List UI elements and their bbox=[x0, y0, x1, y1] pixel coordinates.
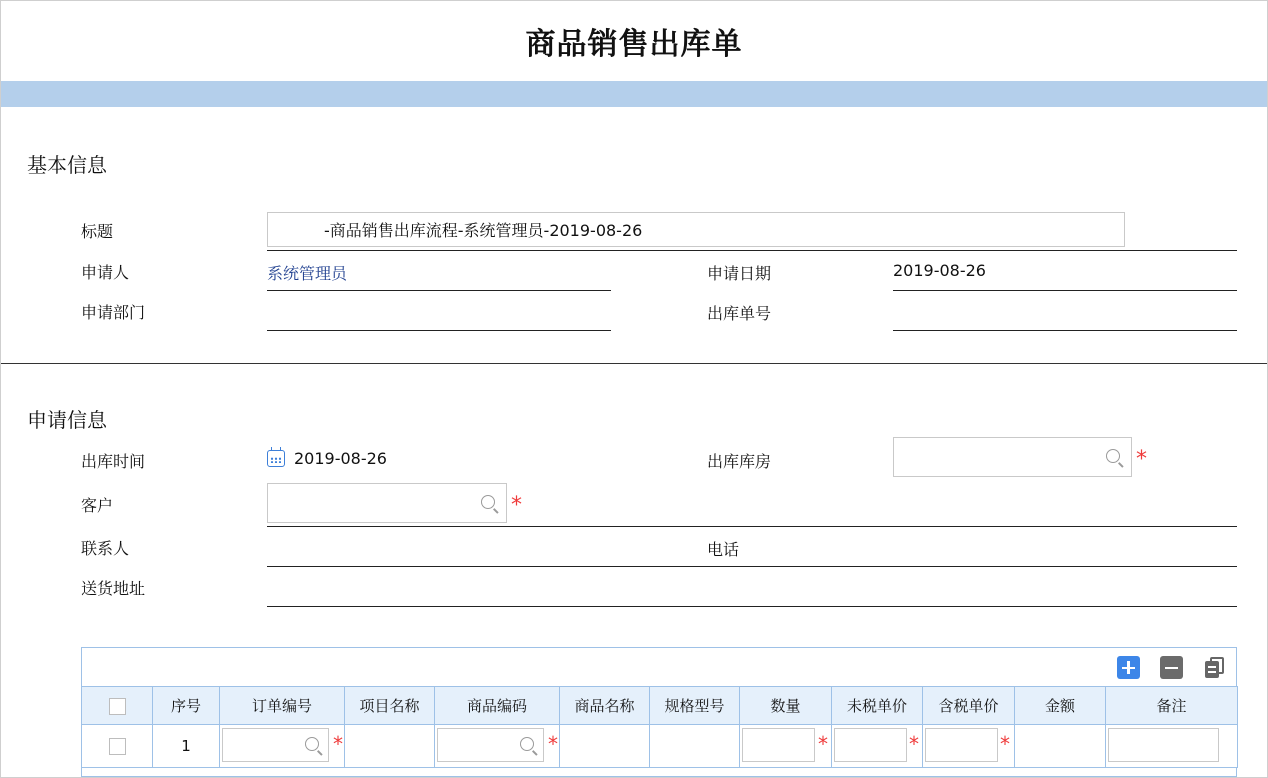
select-all-cell bbox=[82, 687, 153, 725]
untaxed-price-cell bbox=[832, 725, 923, 768]
column-header: 项目名称 bbox=[345, 687, 435, 725]
warehouse-input[interactable] bbox=[893, 437, 1132, 477]
outbound-time-value[interactable]: 2019-08-26 bbox=[294, 449, 387, 468]
outbound-no-underline bbox=[893, 330, 1237, 331]
untaxed-price-input[interactable] bbox=[834, 728, 907, 762]
address-label: 送货地址 bbox=[81, 579, 146, 598]
customer-required-mark: * bbox=[511, 493, 522, 518]
customer-input[interactable] bbox=[267, 483, 507, 523]
search-icon[interactable] bbox=[305, 737, 319, 751]
grid-toolbar bbox=[82, 648, 1236, 686]
phone-label: 电话 bbox=[707, 540, 740, 559]
apply-date-label: 申请日期 bbox=[707, 264, 772, 283]
items-grid bbox=[81, 647, 1237, 777]
taxed-price-cell bbox=[923, 725, 1015, 768]
title-value: -商品销售出库流程-系统管理员-2019-08-26 bbox=[324, 221, 643, 240]
product-code-input[interactable] bbox=[437, 728, 544, 762]
column-header: 备注 bbox=[1106, 687, 1238, 725]
amount-cell bbox=[1015, 725, 1106, 768]
select-all-checkbox[interactable] bbox=[109, 698, 126, 715]
applicant-label: 申请人 bbox=[81, 263, 130, 282]
remarks-input[interactable] bbox=[1108, 728, 1219, 762]
outbound-time-label: 出库时间 bbox=[81, 452, 146, 471]
applicant-underline bbox=[267, 290, 611, 291]
copy-row-icon[interactable] bbox=[1203, 656, 1226, 679]
search-icon[interactable] bbox=[1106, 449, 1120, 463]
taxed-price-required-mark: * bbox=[1000, 732, 1010, 756]
warehouse-required-mark: * bbox=[1136, 447, 1147, 472]
product-name-cell bbox=[560, 725, 650, 768]
search-icon[interactable] bbox=[520, 737, 534, 751]
table-header-row bbox=[82, 687, 1238, 725]
customer-underline bbox=[267, 526, 1237, 527]
remarks-cell bbox=[1106, 725, 1238, 768]
applicant-value[interactable]: 系统管理员 bbox=[267, 264, 348, 283]
department-label: 申请部门 bbox=[81, 303, 146, 322]
quantity-cell bbox=[740, 725, 832, 768]
row-checkbox[interactable] bbox=[109, 738, 126, 755]
request-info-heading: 申请信息 bbox=[27, 408, 107, 432]
add-row-icon[interactable] bbox=[1117, 656, 1140, 679]
column-header: 商品名称 bbox=[560, 687, 650, 725]
column-header: 金额 bbox=[1015, 687, 1106, 725]
contact-label: 联系人 bbox=[81, 539, 130, 558]
calendar-icon[interactable] bbox=[267, 450, 285, 467]
address-underline bbox=[267, 606, 1237, 607]
header-band bbox=[1, 81, 1267, 107]
title-label: 标题 bbox=[81, 222, 114, 241]
product-code-cell bbox=[435, 725, 560, 768]
column-header: 含税单价 bbox=[923, 687, 1015, 725]
customer-label: 客户 bbox=[81, 496, 114, 515]
basic-info-heading: 基本信息 bbox=[27, 153, 107, 177]
column-header: 序号 bbox=[153, 687, 220, 725]
column-header: 数量 bbox=[740, 687, 832, 725]
contact-underline bbox=[267, 566, 1237, 567]
untaxed-price-required-mark: * bbox=[909, 732, 919, 756]
quantity-input[interactable] bbox=[742, 728, 815, 762]
row-select-cell bbox=[82, 725, 153, 768]
order-no-input[interactable] bbox=[222, 728, 329, 762]
section-divider bbox=[1, 363, 1267, 364]
product-code-required-mark: * bbox=[548, 732, 558, 756]
taxed-price-input[interactable] bbox=[925, 728, 998, 762]
column-header: 订单编号 bbox=[220, 687, 345, 725]
seq-cell: 1 bbox=[153, 725, 220, 768]
items-table bbox=[81, 686, 1238, 768]
quantity-required-mark: * bbox=[818, 732, 828, 756]
outbound-no-label: 出库单号 bbox=[707, 304, 772, 323]
title-input[interactable] bbox=[267, 212, 1125, 247]
column-header: 规格型号 bbox=[650, 687, 740, 725]
order-no-cell bbox=[220, 725, 345, 768]
search-icon[interactable] bbox=[481, 495, 495, 509]
apply-date-value: 2019-08-26 bbox=[893, 261, 986, 280]
order-no-required-mark: * bbox=[333, 732, 343, 756]
warehouse-label: 出库库房 bbox=[707, 452, 772, 471]
remove-row-icon[interactable] bbox=[1160, 656, 1183, 679]
project-name-cell bbox=[345, 725, 435, 768]
column-header: 商品编码 bbox=[435, 687, 560, 725]
department-underline bbox=[267, 330, 611, 331]
apply-date-underline bbox=[893, 290, 1237, 291]
title-underline bbox=[267, 250, 1237, 251]
column-header: 未税单价 bbox=[832, 687, 923, 725]
form-title: 商品销售出库单 bbox=[525, 27, 743, 62]
table-row bbox=[82, 725, 1238, 768]
spec-cell bbox=[650, 725, 740, 768]
